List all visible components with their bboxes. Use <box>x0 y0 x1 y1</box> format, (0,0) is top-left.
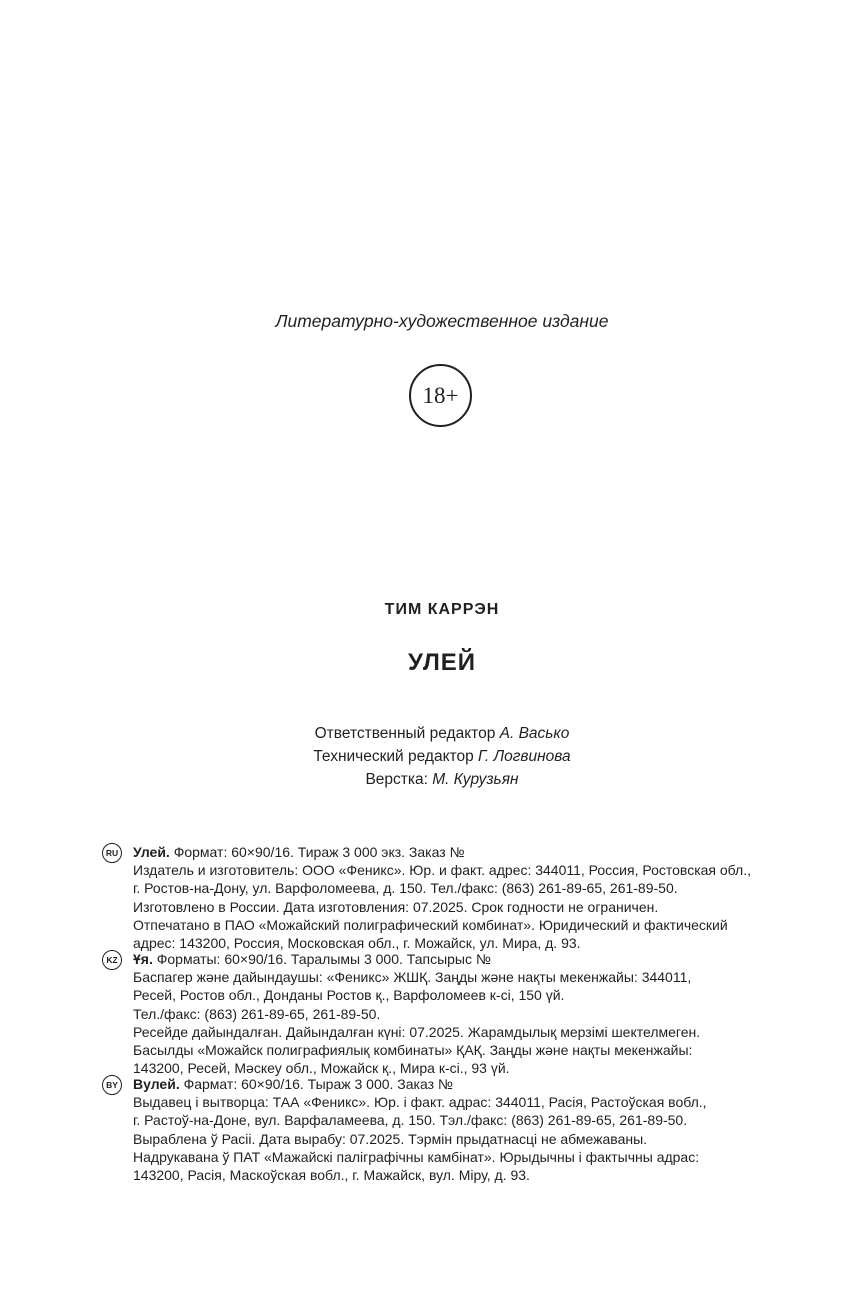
genre-label: Литературно-художественное издание <box>275 311 609 331</box>
imprint-text: Форматы: 60×90/16. Таралымы 3 000. Тапсырыс № <box>152 951 491 967</box>
credit-role: Технический редактор <box>313 748 474 765</box>
imprint-title: Ұя. <box>133 951 153 967</box>
imprint-line: Издатель и изготовитель: ООО «Феникс». Юр. и факт. адрес: 344011, Россия, Ростовская обл., <box>133 862 752 879</box>
author-name: ТИМ КАРРЭН <box>384 601 500 618</box>
imprint-ru <box>100 843 820 952</box>
imprint-by <box>100 1075 820 1184</box>
imprint-text: Формат: 60×90/16. Тираж 3 000 экз. Заказ № <box>169 844 465 860</box>
imprint-line: 143200, Ресей, Мәскеу обл., Можайск қ., Мира к-сі., 93 үй. <box>133 1060 510 1077</box>
imprint-line: Ресей, Ростов обл., Донданы Ростов қ., Варфоломеев к-сі, 150 үй. <box>133 987 565 1004</box>
imprint-title: Улей. <box>133 844 170 860</box>
book-title: УЛЕЙ <box>407 649 477 676</box>
age-rating-badge: 18+ <box>409 364 472 427</box>
imprint-line: адрес: 143200, Россия, Московская обл., г. Можайск, ул. Мира, д. 93. <box>133 935 581 952</box>
language-badge-ru: RU <box>102 843 122 863</box>
imprint-line <box>100 1075 820 1093</box>
imprint-line: Отпечатано в ПАО «Можайский полиграфический комбинат». Юридический и фактический <box>133 916 728 933</box>
credit-person: Г. Логвинова <box>478 748 571 765</box>
credit-line <box>0 722 856 745</box>
imprint-text: Фармат: 60×90/16. Тыраж 3 000. Заказ № <box>179 1076 453 1092</box>
language-badge-by: BY <box>102 1075 122 1095</box>
imprint-line: 143200, Расія, Маскоўская вобл., г. Мажайск, вул. Міру, д. 93. <box>133 1167 530 1184</box>
imprint-line: г. Ростов-на-Дону, ул. Варфоломеева, д. 150. Тел./факс: (863) 261-89-65, 261-89-50. <box>133 880 678 897</box>
imprint-title: Вулей. <box>133 1076 180 1092</box>
imprint-line: Изготовлено в России. Дата изготовления: 07.2025. Срок годности не ограничен. <box>133 898 659 915</box>
imprint-line: Баспагер және дайындаушы: «Феникс» ЖШҚ. Заңды және нақты мекенжайы: 344011, <box>133 969 692 986</box>
imprint-line: Выдавец і вытворца: ТАА «Феникс». Юр. і факт. адрас: 344011, Расія, Растоўская вобл., <box>133 1094 707 1111</box>
credit-person: М. Курузьян <box>432 771 519 788</box>
imprint-kz <box>100 950 820 1077</box>
imprint-line <box>100 950 820 968</box>
imprint-line: Выраблена ў Расіі. Дата вырабу: 07.2025. Тэрмін прыдатнасці не абмежаваны. <box>133 1130 648 1147</box>
imprint-line: Басылды «Можайск полиграфиялық комбинаты» ҚАҚ. Заңды және нақты мекенжайы: <box>133 1042 693 1059</box>
imprint-line: г. Растоў-на-Доне, вул. Варфаламеева, д. 150. Тэл./факс: (863) 261-89-65, 261-89-50. <box>133 1112 688 1129</box>
credit-person: А. Васько <box>499 725 570 742</box>
language-badge-kz: KZ <box>102 950 122 970</box>
credit-line <box>0 745 856 768</box>
imprint-line: Тел./факс: (863) 261-89-65, 261-89-50. <box>133 1005 381 1022</box>
imprint-line: Надрукавана ў ПАТ «Мажайскі паліграфічны камбінат». Юрыдычны і фактычны адрас: <box>133 1148 700 1165</box>
credits-block <box>0 722 856 791</box>
credit-line <box>0 768 856 791</box>
credit-role: Верстка: <box>365 771 428 788</box>
imprint-line: Ресейде дайындалған. Дайындалған күні: 07.2025. Жарамдылық мерзімі шектелмеген. <box>133 1023 701 1040</box>
credit-role: Ответственный редактор <box>314 725 496 742</box>
imprint-line <box>100 843 820 861</box>
